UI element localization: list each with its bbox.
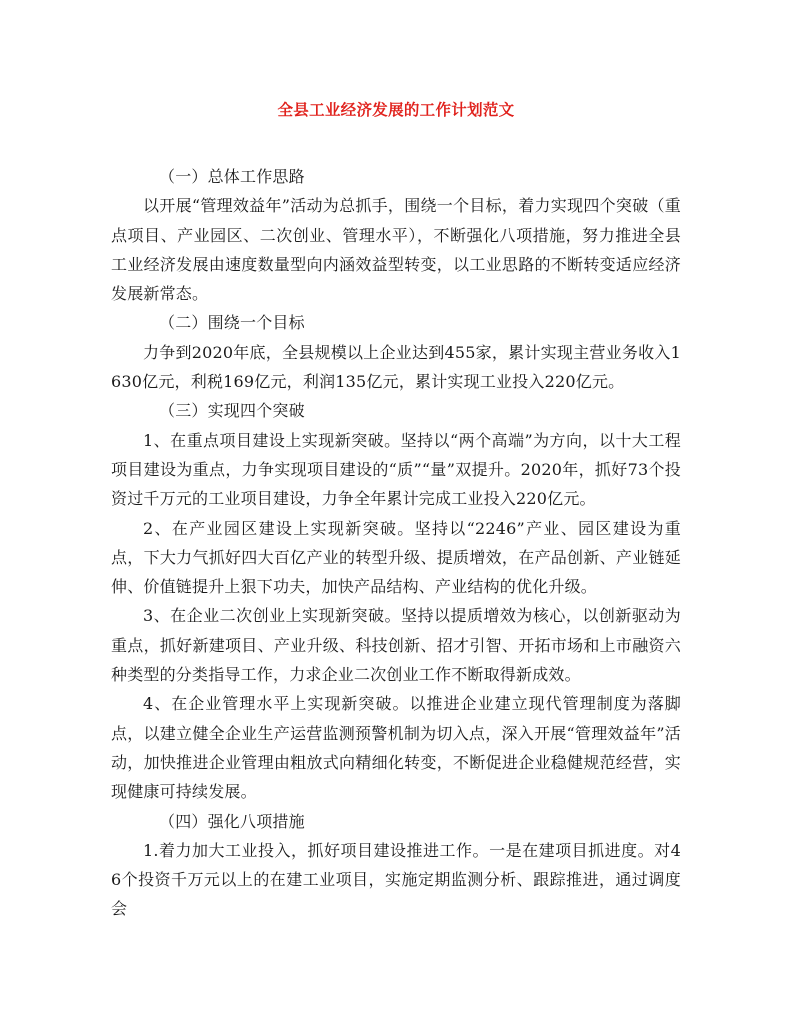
document-body — [111, 100, 681, 924]
paragraph-overall-idea: 以开展“管理效益年”活动为总抓手，围绕一个目标，着力实现四个突破（重点项目、产业园区、二次创业、管理水平），不断强化八项措施，努力推进全县工业经济发展由速度数量型向内涵效益型转变，以工业思路的不断转变适应经济发展新常态。 — [111, 196, 681, 304]
paragraph-measure-1: 1.着力加大工业投入，抓好项目建设推进工作。一是在建项目抓进度。对46个投资千万元以上的在建工业项目，实施定期监测分析、跟踪推进，通过调度会 — [111, 840, 681, 919]
section-heading-4: （四）强化八项措施 — [159, 811, 305, 831]
paragraph-breakthrough-4: 4、在企业管理水平上实现新突破。以推进企业建立现代管理制度为落脚点，以建立健全企业生产运营监测预警机制为切入点，深入开展“管理效益年”活动，加快推进企业管理由粗放式向精细化转变，不断促进企业稳健规范经营，实现健康可持续发展。 — [111, 694, 681, 802]
section-heading-3: （三）实现四个突破 — [159, 401, 305, 421]
paragraph-breakthrough-2: 2、在产业园区建设上实现新突破。坚持以“2246”产业、园区建设为重点，下大力气抓好四大百亿产业的转型升级、提质增效，在产品创新、产业链延伸、价值链提升上狠下功夫，加快产品结构、产业结构的优化升级。 — [111, 518, 681, 597]
section-heading-1: （一）总体工作思路 — [159, 167, 305, 186]
paragraph-target: 力争到2020年底，全县规模以上企业达到455家，累计实现主营业务收入1630亿元，利税169亿元，利润135亿元，累计实现工业投入220亿元。 — [111, 342, 681, 392]
document-title: 全县工业经济发展的工作计划范文 — [277, 100, 515, 119]
paragraph-breakthrough-1: 1、在重点项目建设上实现新突破。坚持以“两个高端”为方向，以十大工程项目建设为重点，力争实现项目建设的“质”“量”双提升。2020年，抓好73个投资过千万元的工业项目建设，力争全年累计完成工业投入220亿元。 — [111, 430, 681, 509]
paragraph-breakthrough-3: 3、在企业二次创业上实现新突破。坚持以提质增效为核心，以创新驱动为重点，抓好新建项目、产业升级、科技创新、招才引智、开拓市场和上市融资六种类型的分类指导工作，力求企业二次创业工作不断取得新成效。 — [111, 606, 681, 685]
section-heading-2: （二）围绕一个目标 — [159, 313, 305, 333]
